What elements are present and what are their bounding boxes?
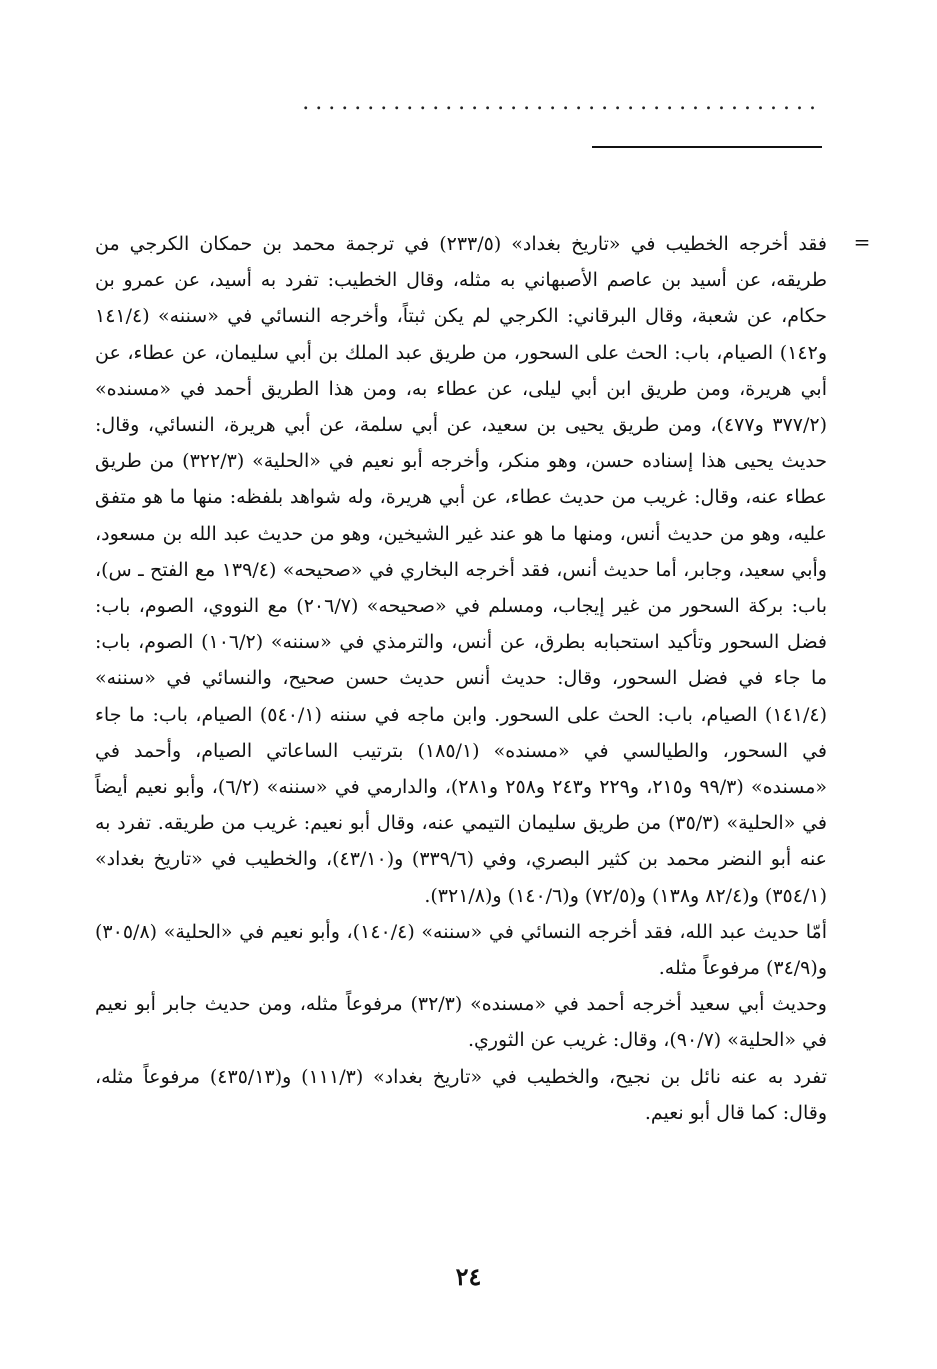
paragraph: وحديث أبي سعيد أخرجه أحمد في «مسنده» (٣٢/٣) مرفوعاً مثله، ومن حديث جابر أبو نعيم في «الحلية» (٩٠/٧)، وقال: غريب عن الثوري. [95, 993, 827, 1052]
paragraph: أمّا حديث عبد الله، فقد أخرجه النسائي في «سننه» (١٤٠/٤)، وأبو نعيم في «الحلية» (٣٠٥/٨) و(٣٤/٩) مرفوعاً مثله. [95, 920, 827, 980]
header-dotted-line: ........................................ [302, 90, 822, 115]
paragraph: فقد أخرجه الخطيب في «تاريخ بغداد» (٢٣٣/٥) في ترجمة محمد بن حمكان الكرجي من طريقه، عن أسيد بن عاصم الأصبهاني به مثله، وقال الخطيب: تفرد به أسيد، عن عمرو بن حكام، عن شعبة، وقال البرقاني: الكرجي لم يكن ثبتاً، وأخرجه النسائي في «سننه» (١٤١/٤ و١٤٢) الصيام، باب: الحث على السحور، من طريق عبد الملك بن أبي سليمان، عن عطاء، عن أبي هريرة، ومن طريق ابن أبي ليلى، عن عطاء به، ومن هذا الطريق أحمد في «مسنده» (٣٧٧/٢ و٤٧٧)، ومن طريق يحيى بن سعيد، عن أبي سلمة، عن أبي هريرة، النسائي، وقال: حديث يحيى هذا إسناده حسن، وهو منكر، وأخرجه أبو نعيم في «الحلية» (٣٢٢/٣) من طريق عطاء عنه، وقال: غريب من حديث عطاء، عن أبي هريرة، وله شواهد بلفظه: منها ما هو متفق عليه، وهو من حديث أنس، ومنها ما هو عند غير الشيخين، وهو من حديث عبد الله بن مسعود، وأبي سعيد، وجابر، أما حديث أنس، فقد أخرجه البخاري في «صحيحه» (١٣٩/٤ مع الفتح ـ س)، باب: بركة السحور من غير إيجاب، ومسلم في «صحيحه» (٢٠٦/٧) مع النووي، الصوم، باب: فضل السحور وتأكيد استحبابه بطرق، عن أنس، والترمذي في «سننه» (١٠٦/٢) الصوم، باب: ما جاء في فضل السحور، وقال: حديث أنس حديث حسن صحيح، والنسائي في «سننه» (١٤١/٤) الصيام، باب: الحث على السحور. وابن ماجه في سننه (٥٤٠/١) الصيام، باب: ما جاء في السحور، والطيالسي في «مسنده» (١٨٥/١) بترتيب الساعاتي الصيام، وأحمد في «مسنده» (٩٩/٣ و٢١٥، و٢٢٩ و٢٤٣ و٢٥٨ و٢٨١)، والدارمي في «سننه» (٦/٢)، وأبو نعيم أيضاً في «الحلية» (٣٥/٣) من طريق سليمان التيمي عنه، وقال أبو نعيم: غريب من طريقه. تفرد به عنه أبو النضر محمد بن كثير البصري، وفي (٣٣٩/٦) و(٤٣/١٠)، والخطيب في «تاريخ بغداد» (٣٥٤/١) و(٨٢/٤ و١٣٨) و(٧٢/٥) و(١٤٠/٦) و(٣٢١/٨). [95, 233, 828, 907]
continuation-mark: = [853, 230, 871, 254]
header-rule [592, 146, 822, 148]
page-number: ٢٤ [455, 1262, 482, 1291]
footnote-text [95, 226, 827, 1131]
paragraph: تفرد به عنه نائل بن نجيح، والخطيب في «تاريخ بغداد» (١١١/٣) و(٤٣٥/١٣) مرفوعاً مثله، وقال: كما قال أبو نعيم. [95, 1065, 827, 1124]
